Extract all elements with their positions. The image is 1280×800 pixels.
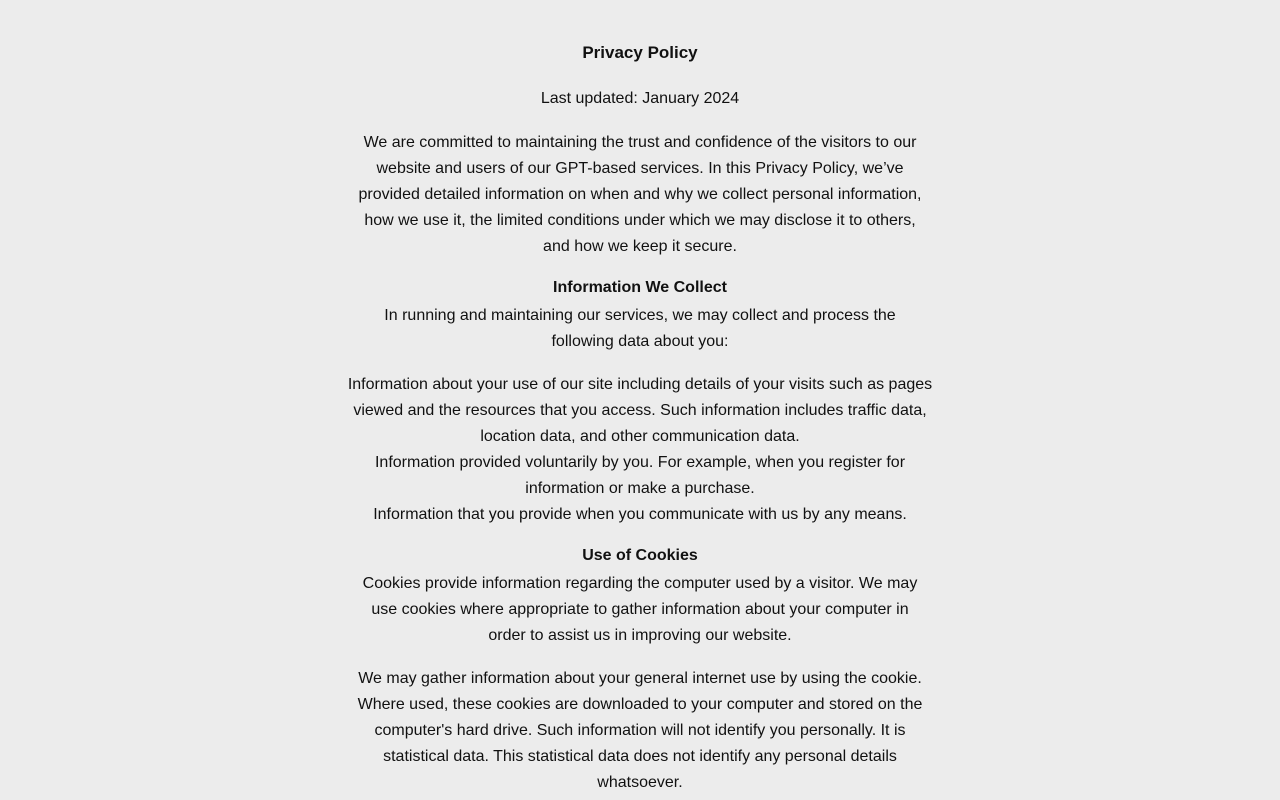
privacy-policy-document [347, 42, 933, 796]
list-item: Information provided voluntarily by you. For example, when you register for information or make a purchase. [374, 454, 906, 497]
section-heading-information-we-collect: Information We Collect [553, 279, 727, 296]
section-heading-use-of-cookies: Use of Cookies [582, 547, 698, 564]
intro-paragraph: We are committed to maintaining the trust and confidence of the visitors to our website and users of our GPT-based services. In this Privacy Policy, we’ve provided detailed information on when and why we collect personal information, how we use it, the limited conditions under which we may disclose it to others, and how we keep it secure. [358, 134, 922, 255]
last-updated-text: Last updated: January 2024 [540, 90, 740, 107]
collected-data-list-wrap [347, 372, 933, 528]
intro-section [354, 130, 926, 260]
list-item: Information about your use of our site including details of your visits such as pages viewed and the resources that you access. Such information includes traffic data, location data, and other communication data. [347, 376, 933, 445]
use-of-cookies-paragraph: We may gather information about your general internet use by using the cookie. Where used, these cookies are downloaded to your computer and stored on the computer's hard drive. Such information will not identify you personally. It is statistical data. This statistical data does not identify any personal details whatsoever. [357, 670, 923, 791]
collected-data-list [347, 372, 933, 528]
information-we-collect-lead: In running and maintaining our services, we may collect and process the following data about you: [384, 307, 896, 350]
page-title: Privacy Policy [582, 43, 698, 62]
list-item: Information that you provide when you communicate with us by any means. [373, 506, 907, 523]
information-we-collect-lead-wrap [354, 303, 926, 355]
section-information-we-collect [347, 277, 933, 528]
use-of-cookies-body-wrap [354, 571, 926, 796]
section-use-of-cookies [347, 545, 933, 796]
use-of-cookies-lead: Cookies provide information regarding the computer used by a visitor. We may use cookies where appropriate to gather information about your computer in order to assist us in improving our website. [362, 575, 918, 644]
